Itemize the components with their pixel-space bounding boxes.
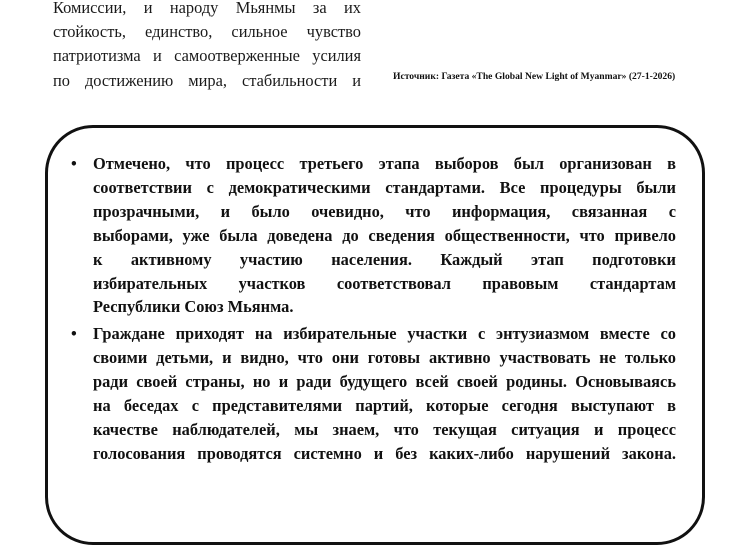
column-text-line: Комиссии, и народу Мьянмы за их [53,0,361,17]
column-text-line: по достижению мира, стабильности и [53,70,361,90]
bullet-line: на беседах с представителями партий, которые сегодня выступают в [93,396,676,416]
bullet-line: ради своей страны, но и ради будущего всей своей родины. Основываясь [93,372,676,392]
bullet-line: выборами, уже была доведена до сведения общественности, что привело [93,225,676,245]
source-caption: Источник: Газета «The Global New Light of Myanmar» (27-1-2026) [393,71,676,82]
article-column-text [53,0,361,93]
bullet-line: соответствии с демократическими стандартами. Все процедуры были [93,177,676,197]
bullet-line: голосования проводятся системно и без каких-либо нарушений закона. [93,443,676,463]
bullet-line: своими детьми, и видно, что они готовы активно участвовать не только [93,348,676,368]
bullet-dot-icon: • [71,324,77,344]
bullet-line: Отмечено, что процесс третьего этапа выборов был организован в [93,154,676,173]
bullet-dot-icon: • [71,154,77,173]
list-item [71,322,676,465]
bullet-line: Республики Союз Мьянма. [93,297,294,317]
bullet-line: Граждане приходят на избирательные участки с энтузиазмом вместе со [93,324,676,344]
bullet-line: к активному участию населения. Каждый этап подготовки [93,249,676,269]
bullet-line: прозрачными, и было очевидно, что информация, связанная с [93,201,676,221]
column-text-line: патриотизма и самоотверженные усилия [53,46,361,66]
bullet-line: качестве наблюдателей, мы знаем, что текущая ситуация и процесс [93,419,676,439]
list-item [71,152,676,319]
bullet-line: избирательных участков соответствовал правовым стандартам [93,273,676,293]
bullet-list [71,152,676,469]
column-text-line: стойкость, единство, сильное чувство [53,22,361,42]
